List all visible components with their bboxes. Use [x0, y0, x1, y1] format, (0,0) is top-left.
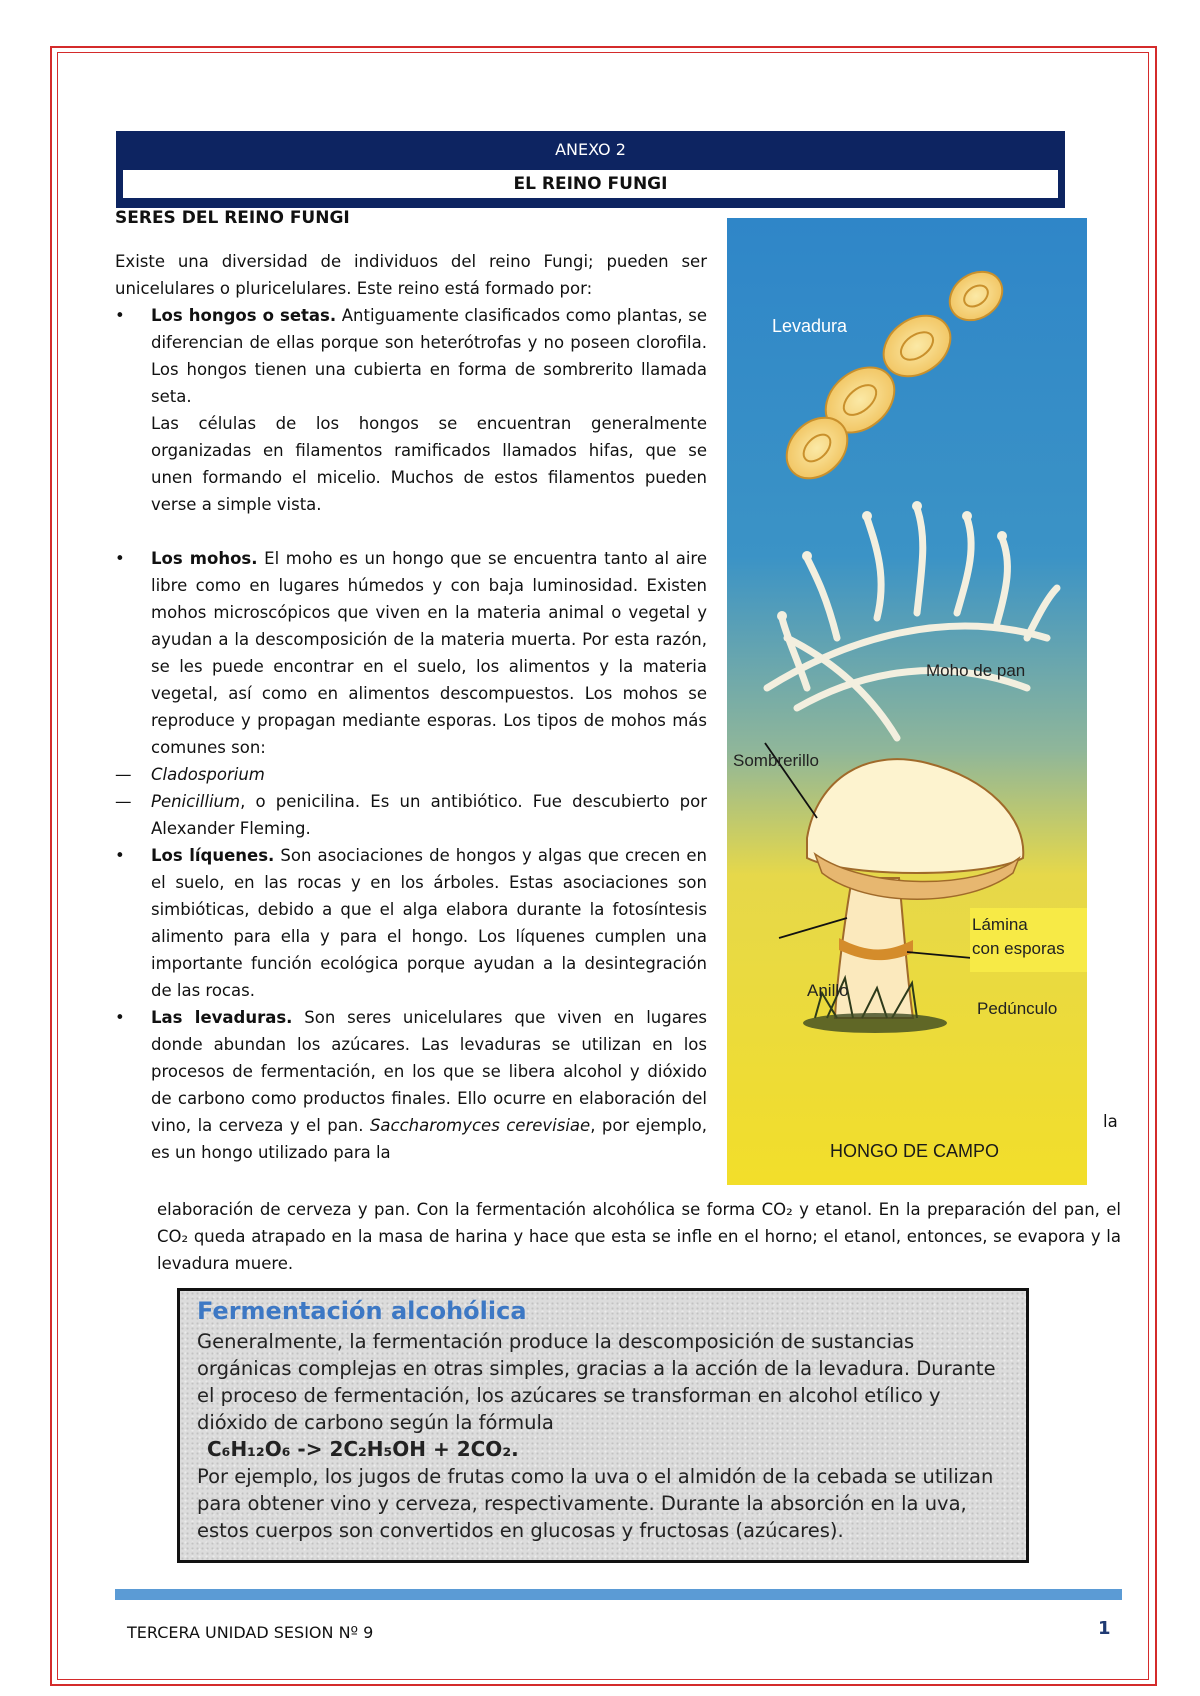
section-title: SERES DEL REINO FUNGI [115, 208, 350, 228]
levaduras-term: Las levaduras. [151, 1008, 293, 1027]
page-title: EL REINO FUNGI [122, 169, 1059, 199]
fungi-illustration [727, 218, 1087, 1185]
list-item-mohos [115, 545, 707, 761]
fermentation-formula: C₆H₁₂O₆ -> 2C₂H₅OH + 2CO₂. [207, 1437, 519, 1461]
page-number: 1 [1098, 1618, 1111, 1639]
hongos-text: Antiguamente clasificados como plantas, se diferencian de ellas porque son heterótrofas y no poseen clorofila. Los hongos tienen una cubierta en forma de sombrerito llamada seta. [151, 306, 707, 406]
hongos-text-2: Las células de los hongos se encuentran generalmente organizadas en filamentos ramificados llamados hifas, que se unen formando el micelio. Muchos de estos filamentos pueden verse a simple vista. [151, 414, 707, 514]
label-moho: Moho de pan [926, 661, 1026, 680]
mohos-text: El moho es un hongo que se encuentra tanto al aire libre como en lugares húmedos y con baja luminosidad. Existen mohos microscópicos que viven en la materia animal o vegetal y ayudan a la descomposición de la materia muerta. Por esta razón, se les puede encontrar en el suelo, los alimentos y la materia vegetal, así como en alimentos descompuestos. Los mohos se reproduce y propagan mediante esporas. Los tipos de mohos más comunes son: [151, 549, 707, 757]
mohos-term: Los mohos. [151, 549, 258, 568]
liquenes-text: Son asociaciones de hongos y algas que crecen en el suelo, en las rocas y en los árboles. Estas asociaciones son simbióticas, debido a que el alga elabora durante la fotosíntesis alimento para ella y para el hongo. Los líquenes cumplen una importante función ecológica porque ayudan a la desintegración de las rocas. [151, 846, 707, 1000]
bullet-icon: • [115, 1008, 125, 1027]
liquenes-term: Los líquenes. [151, 846, 275, 865]
label-peduncul: Pedúnculo [977, 999, 1058, 1018]
fermentation-body [197, 1328, 1012, 1544]
bullet-icon: • [115, 549, 125, 568]
label-anillo: Anillo [807, 981, 849, 1000]
label-lamina: Lámina [972, 915, 1028, 934]
list-item-penicillium [115, 788, 707, 842]
list-item-levaduras [115, 1004, 707, 1166]
footer-unit: TERCERA UNIDAD SESION Nº 9 [127, 1623, 374, 1642]
dash-icon: — [115, 792, 132, 811]
figure-caption: HONGO DE CAMPO [830, 1141, 1000, 1161]
bullet-icon: • [115, 846, 125, 865]
levaduras-text-2: elaboración del vino, la cerveza y el pan. [151, 1089, 707, 1135]
penicillium-name: Penicillium [151, 792, 241, 811]
footer-rule [115, 1589, 1122, 1600]
cladosporium-name: Cladosporium [151, 765, 265, 784]
fermentation-title: Fermentación alcohólica [197, 1297, 527, 1325]
penicillium-text: , o penicilina. Es un antibiótico. Fue descubierto por Alexander Fleming. [151, 792, 707, 838]
list-item-hongos [115, 302, 707, 518]
main-text [115, 248, 707, 1166]
label-con-esporas: con esporas [972, 939, 1065, 958]
fermentation-box [177, 1288, 1029, 1563]
fermentation-paragraph-1: Generalmente, la fermentación produce la descomposición de sustancias orgánicas complejas en otras simples, gracias a la acción de la levadura. Durante el proceso de fermentación, los azúcares se transforman en alcohol etílico y dióxido de carbono según la fórmula [197, 1330, 996, 1434]
levaduras-continuation: elaboración de cerveza y pan. Con la fermentación alcohólica se forma CO₂ y etanol. En la preparación del pan, el CO₂ queda atrapado en la masa de harina y hace que esta se infle en el horno; el etanol, entonces, se evapora y la levadura muere. [157, 1200, 1121, 1273]
fermentation-paragraph-2: Por ejemplo, los jugos de frutas como la uva o el almidón de la cebada se utilizan para obtener vino y cerveza, respectivamente. Durante la absorción en la uva, estos cuerpos son convertidos en glucosas y fructosas (azúcares). [197, 1465, 994, 1542]
list-item-cladosporium [115, 761, 707, 788]
stray-word-la: la [1103, 1112, 1118, 1131]
label-sombrerillo: Sombrerillo [733, 751, 819, 770]
list-item-liquenes [115, 842, 707, 1004]
hongos-term: Los hongos o setas. [151, 306, 337, 325]
intro-paragraph: Existe una diversidad de individuos del reino Fungi; pueden ser unicelulares o pluricelulares. Este reino está formado por: [115, 252, 707, 298]
saccharomyces-name: Saccharomyces cerevisiae [369, 1116, 591, 1135]
levaduras-text: Son seres unicelulares que viven en lugares donde abundan los azúcares. Las levaduras se utilizan en los procesos de fermentación, en los que se libera alcohol y dióxido de carbono como productos finales. Ello ocurre en [151, 1008, 707, 1108]
annex-label: ANEXO 2 [555, 140, 626, 159]
levaduras-text-3: , por ejemplo, es un hongo utilizado para la [151, 1116, 708, 1162]
dash-icon: — [115, 765, 132, 784]
bullet-icon: • [115, 306, 125, 325]
label-levadura: Levadura [772, 316, 848, 336]
